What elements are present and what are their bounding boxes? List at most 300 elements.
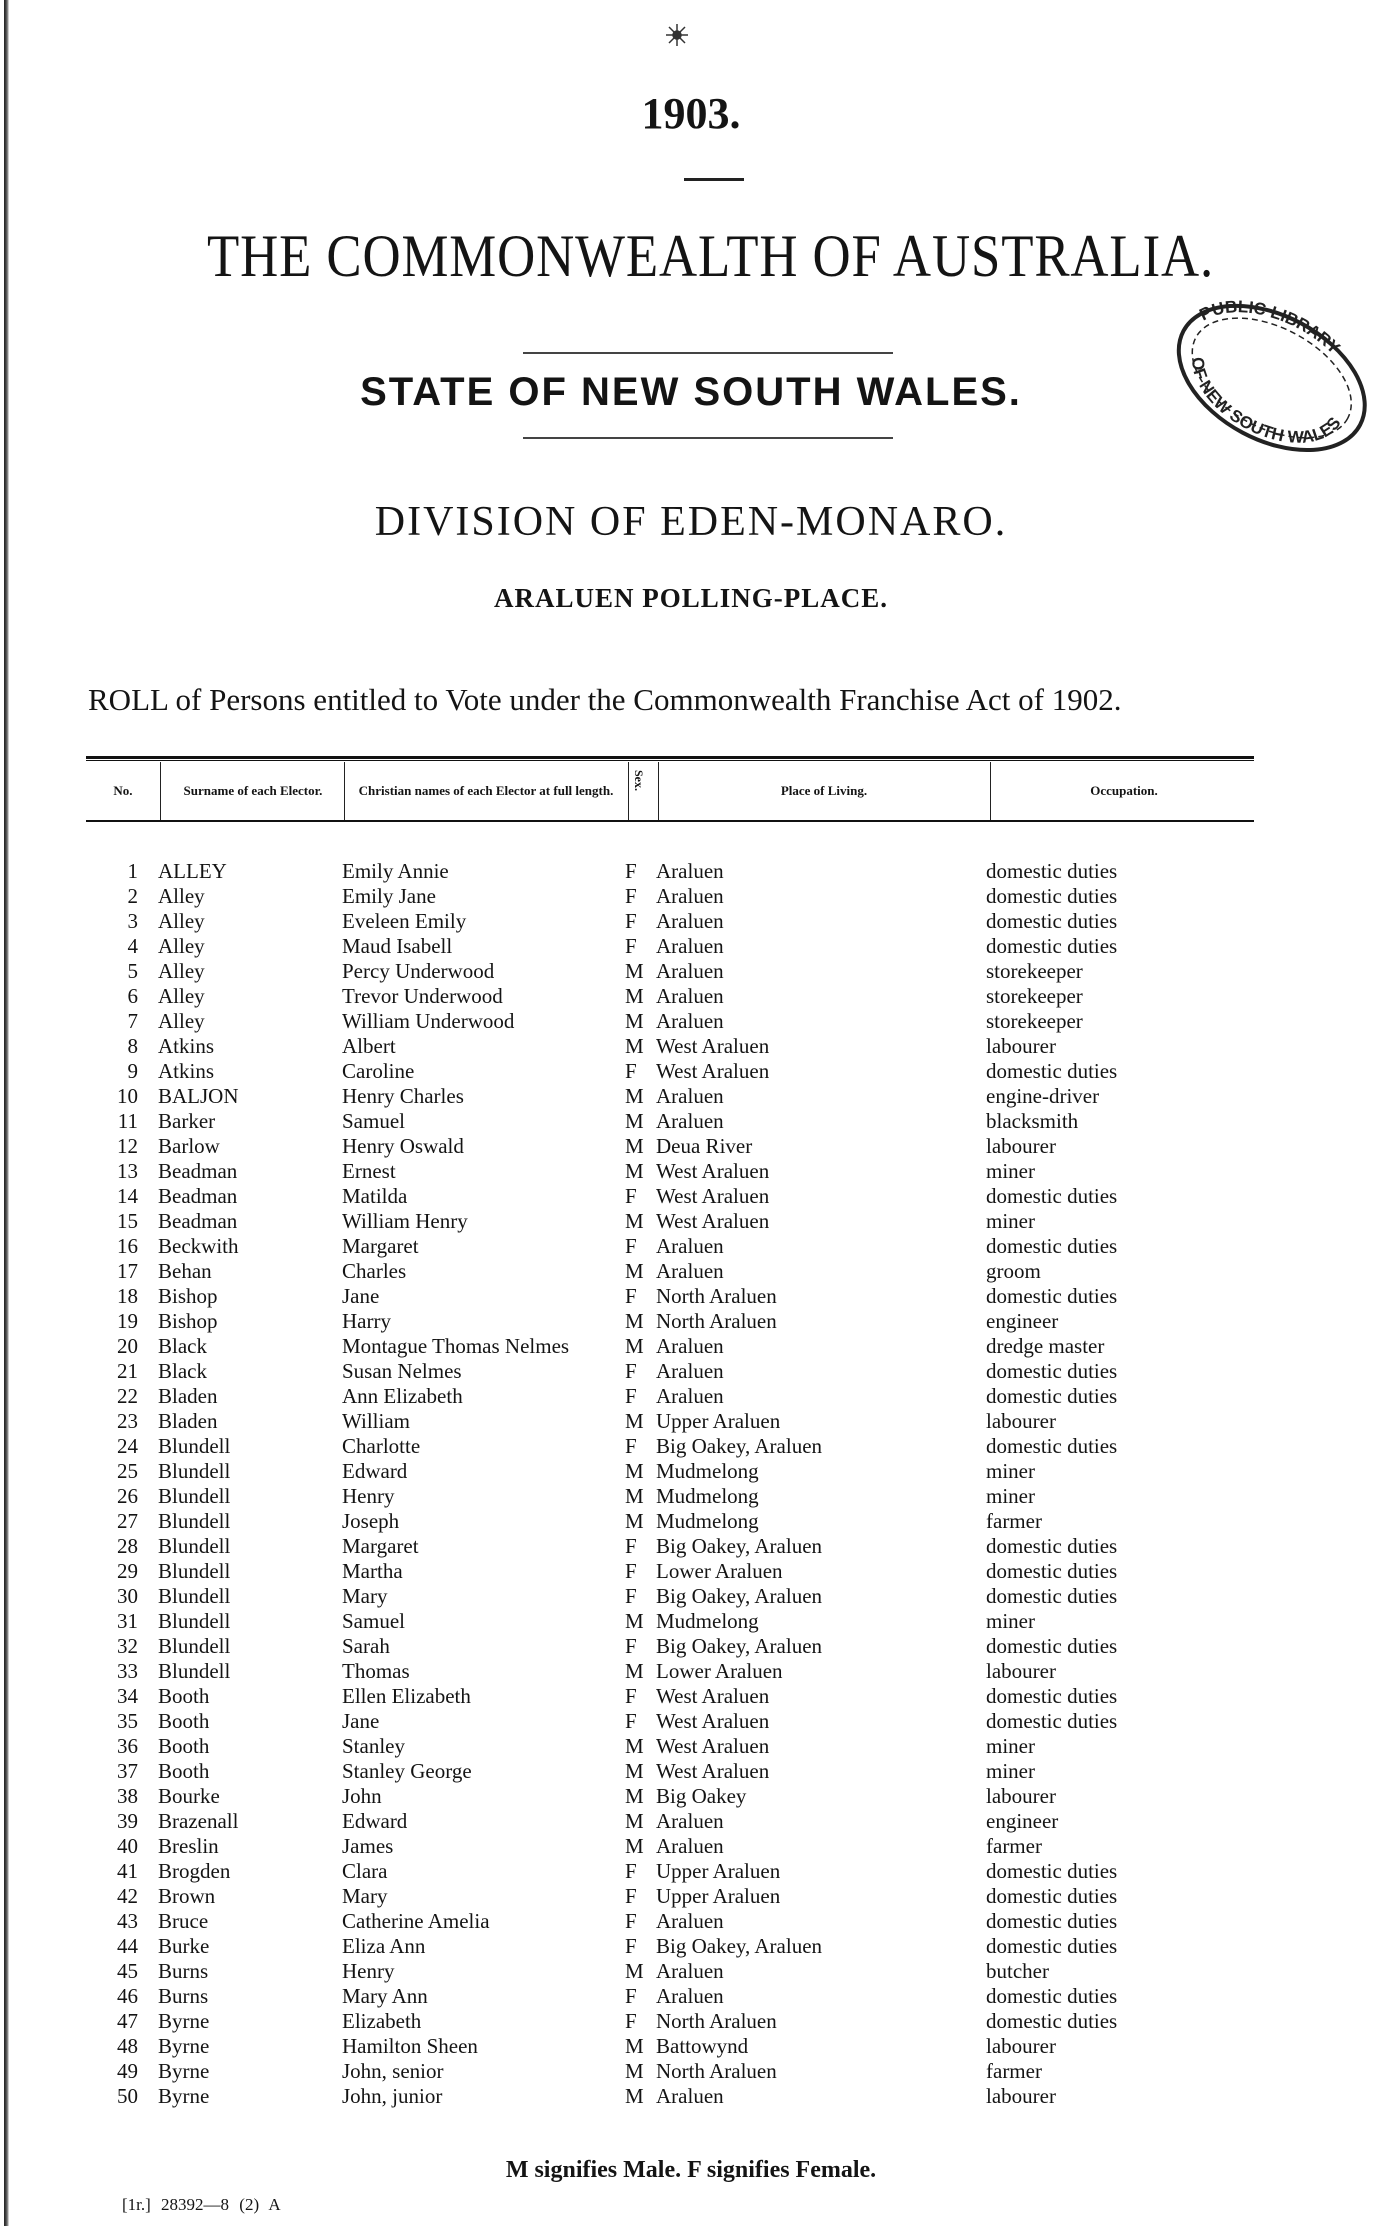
row-occupation: storekeeper	[986, 1009, 1083, 1033]
row-christian-names: Stanley	[342, 1734, 405, 1758]
row-place: Araluen	[656, 959, 724, 983]
row-surname: Byrne	[158, 2059, 210, 2083]
table-row	[0, 1209, 1382, 1234]
row-sex: F	[625, 909, 637, 933]
row-sex: F	[625, 1059, 637, 1083]
row-place: West Araluen	[656, 1184, 770, 1208]
row-place: West Araluen	[656, 1159, 770, 1183]
row-christian-names: Albert	[342, 1034, 396, 1058]
row-surname: Bishop	[158, 1284, 218, 1308]
row-place: Upper Araluen	[656, 1859, 781, 1883]
column-divider	[658, 762, 659, 820]
table-row	[0, 884, 1382, 909]
row-place: Mudmelong	[656, 1459, 759, 1483]
row-number: 35	[117, 1709, 138, 1733]
row-surname: Alley	[158, 934, 205, 958]
row-sex: M	[625, 1509, 644, 1533]
row-christian-names: Edward	[342, 1809, 408, 1833]
row-christian-names: Susan Nelmes	[342, 1359, 462, 1383]
row-surname: Blundell	[158, 1609, 231, 1633]
row-occupation: miner	[986, 1484, 1035, 1508]
table-row	[0, 1684, 1382, 1709]
table-row	[0, 1234, 1382, 1259]
row-christian-names: Stanley George	[342, 1759, 472, 1783]
row-sex: M	[625, 1834, 644, 1858]
table-row	[0, 984, 1382, 1009]
row-sex: F	[625, 1234, 637, 1258]
row-occupation: domestic duties	[986, 1884, 1118, 1908]
table-row	[0, 1634, 1382, 1659]
row-place: Araluen	[656, 1384, 724, 1408]
row-number: 50	[117, 2084, 138, 2108]
row-christian-names: Caroline	[342, 1059, 415, 1083]
row-surname: Blundell	[158, 1559, 231, 1583]
row-surname: Alley	[158, 984, 205, 1008]
row-surname: Atkins	[158, 1034, 215, 1058]
row-occupation: domestic duties	[986, 1559, 1118, 1583]
row-place: Araluen	[656, 1009, 724, 1033]
row-place: Araluen	[656, 1234, 724, 1258]
row-place: Big Oakey, Araluen	[656, 1534, 823, 1558]
row-christian-names: John	[342, 1784, 382, 1808]
row-christian-names: Margaret	[342, 1534, 419, 1558]
row-number: 33	[117, 1659, 138, 1683]
row-place: Araluen	[656, 1084, 724, 1108]
column-header-surname: Surname of each Elector.	[183, 783, 323, 798]
row-sex: F	[625, 1534, 637, 1558]
row-christian-names: William Henry	[342, 1209, 468, 1233]
row-sex: M	[625, 2084, 644, 2108]
row-sex: F	[625, 1909, 637, 1933]
row-surname: Brazenall	[158, 1809, 239, 1833]
row-sex: M	[625, 1959, 644, 1983]
row-number: 10	[117, 1084, 138, 1108]
row-occupation: domestic duties	[986, 1234, 1118, 1258]
table-row	[0, 1309, 1382, 1334]
row-occupation: blacksmith	[986, 1109, 1079, 1133]
row-number: 20	[117, 1334, 138, 1358]
row-surname: Blundell	[158, 1584, 231, 1608]
table-row	[0, 1534, 1382, 1559]
row-number: 9	[127, 1059, 138, 1083]
table-header-rule-top-inner	[86, 760, 1254, 761]
row-occupation: domestic duties	[986, 1584, 1118, 1608]
row-christian-names: James	[342, 1834, 394, 1858]
row-surname: Booth	[158, 1684, 210, 1708]
row-place: North Araluen	[656, 1309, 777, 1333]
table-row	[0, 1934, 1382, 1959]
table-row	[0, 1709, 1382, 1734]
sex-legend-note: M signifies Male. F signifies Female.	[505, 2157, 877, 2183]
row-sex: F	[625, 859, 637, 883]
row-number: 39	[117, 1809, 138, 1833]
row-christian-names: Thomas	[342, 1659, 410, 1683]
table-row	[0, 2084, 1382, 2109]
row-surname: Blundell	[158, 1634, 231, 1658]
table-row	[0, 1509, 1382, 1534]
row-sex: M	[625, 1784, 644, 1808]
row-sex: M	[625, 1084, 644, 1108]
row-christian-names: Samuel	[342, 1109, 405, 1133]
row-surname: Beadman	[158, 1209, 238, 1233]
row-occupation: domestic duties	[986, 1684, 1118, 1708]
row-christian-names: Jane	[342, 1284, 380, 1308]
row-number: 1	[127, 859, 138, 883]
row-sex: F	[625, 1884, 637, 1908]
row-christian-names: Montague Thomas Nelmes	[342, 1334, 570, 1358]
row-occupation: engineer	[986, 1809, 1059, 1833]
row-place: Araluen	[656, 1334, 724, 1358]
row-occupation: domestic duties	[986, 1384, 1118, 1408]
row-place: Araluen	[656, 1909, 724, 1933]
column-header-christian-names: Christian names of each Elector at full length.	[358, 783, 614, 798]
row-place: Araluen	[656, 884, 724, 908]
state-heading: STATE OF NEW SOUTH WALES.	[360, 370, 1022, 414]
row-number: 45	[117, 1959, 138, 1983]
row-christian-names: Margaret	[342, 1234, 419, 1258]
row-surname: Bishop	[158, 1309, 218, 1333]
table-row	[0, 1784, 1382, 1809]
row-sex: M	[625, 1734, 644, 1758]
row-sex: F	[625, 2009, 637, 2033]
row-number: 43	[117, 1909, 138, 1933]
row-surname: Beckwith	[158, 1234, 239, 1258]
row-sex: F	[625, 1709, 637, 1733]
row-surname: ALLEY	[158, 859, 227, 883]
row-occupation: miner	[986, 1759, 1035, 1783]
row-number: 24	[117, 1434, 138, 1458]
row-surname: Brogden	[158, 1859, 231, 1883]
row-place: Araluen	[656, 984, 724, 1008]
row-number: 11	[117, 1109, 138, 1133]
row-sex: M	[625, 1134, 644, 1158]
row-number: 21	[117, 1359, 138, 1383]
row-number: 48	[117, 2034, 138, 2058]
row-occupation: domestic duties	[986, 934, 1118, 958]
row-christian-names: Ellen Elizabeth	[342, 1684, 471, 1708]
row-occupation: domestic duties	[986, 1709, 1118, 1733]
table-row	[0, 1359, 1382, 1384]
row-sex: F	[625, 1359, 637, 1383]
row-surname: Atkins	[158, 1059, 215, 1083]
table-row	[0, 2059, 1382, 2084]
table-row	[0, 1584, 1382, 1609]
row-occupation: engine-driver	[986, 1084, 1100, 1108]
table-row	[0, 1984, 1382, 2009]
table-row	[0, 1084, 1382, 1109]
row-surname: Black	[158, 1334, 207, 1358]
row-surname: Beadman	[158, 1184, 238, 1208]
row-christian-names: Martha	[342, 1559, 403, 1583]
row-place: Araluen	[656, 1809, 724, 1833]
row-sex: F	[625, 884, 637, 908]
row-christian-names: Maud Isabell	[342, 934, 453, 958]
row-number: 41	[117, 1859, 138, 1883]
row-christian-names: Henry	[342, 1959, 395, 1983]
row-number: 42	[117, 1884, 138, 1908]
table-row	[0, 1459, 1382, 1484]
row-place: North Araluen	[656, 1284, 777, 1308]
row-place: Araluen	[656, 1834, 724, 1858]
table-row	[0, 1734, 1382, 1759]
table-row	[0, 1884, 1382, 1909]
row-surname: Byrne	[158, 2009, 210, 2033]
row-christian-names: Henry	[342, 1484, 395, 1508]
row-place: Battowynd	[656, 2034, 749, 2058]
row-number: 36	[117, 1734, 138, 1758]
row-surname: Alley	[158, 909, 205, 933]
row-place: North Araluen	[656, 2059, 777, 2083]
table-row	[0, 1659, 1382, 1684]
row-number: 2	[127, 884, 138, 908]
row-occupation: domestic duties	[986, 1934, 1118, 1958]
row-sex: F	[625, 1934, 637, 1958]
row-surname: Blundell	[158, 1434, 231, 1458]
row-surname: Burke	[158, 1934, 210, 1958]
row-number: 13	[117, 1159, 138, 1183]
row-surname: Black	[158, 1359, 207, 1383]
table-row	[0, 859, 1382, 884]
row-occupation: farmer	[986, 1834, 1042, 1858]
row-place: Araluen	[656, 909, 724, 933]
column-divider	[628, 762, 629, 820]
row-number: 3	[127, 909, 138, 933]
row-surname: Bruce	[158, 1909, 209, 1933]
row-surname: Booth	[158, 1709, 210, 1733]
row-number: 44	[117, 1934, 138, 1958]
row-christian-names: Hamilton Sheen	[342, 2034, 478, 2058]
row-occupation: labourer	[986, 2034, 1056, 2058]
row-place: Upper Araluen	[656, 1884, 781, 1908]
row-occupation: domestic duties	[986, 1634, 1118, 1658]
row-christian-names: Charlotte	[342, 1434, 421, 1458]
row-place: West Araluen	[656, 1209, 770, 1233]
state-rule-bottom	[523, 437, 893, 439]
state-rule-top	[523, 352, 893, 354]
row-place: Mudmelong	[656, 1509, 759, 1533]
row-sex: M	[625, 1659, 644, 1683]
row-christian-names: Emily Jane	[342, 884, 436, 908]
row-place: West Araluen	[656, 1034, 770, 1058]
division-heading: DIVISION OF EDEN-MONARO.	[374, 499, 1008, 545]
row-place: Araluen	[656, 1259, 724, 1283]
row-occupation: butcher	[986, 1959, 1049, 1983]
row-occupation: miner	[986, 1734, 1035, 1758]
table-row	[0, 1434, 1382, 1459]
row-surname: Bladen	[158, 1384, 218, 1408]
row-surname: Blundell	[158, 1659, 231, 1683]
table-row	[0, 1759, 1382, 1784]
row-occupation: labourer	[986, 1659, 1056, 1683]
table-row	[0, 1834, 1382, 1859]
table-row	[0, 1059, 1382, 1084]
row-christian-names: Trevor Underwood	[342, 984, 503, 1008]
table-row	[0, 2009, 1382, 2034]
row-place: Big Oakey, Araluen	[656, 1584, 823, 1608]
row-occupation: domestic duties	[986, 909, 1118, 933]
row-surname: Burns	[158, 1984, 209, 2008]
row-number: 23	[117, 1409, 138, 1433]
row-christian-names: John, senior	[342, 2059, 444, 2083]
row-number: 27	[117, 1509, 138, 1533]
row-sex: M	[625, 2034, 644, 2058]
row-sex: M	[625, 1459, 644, 1483]
row-occupation: labourer	[986, 1134, 1056, 1158]
row-christian-names: William Underwood	[342, 1009, 515, 1033]
row-number: 16	[117, 1234, 138, 1258]
row-sex: M	[625, 1009, 644, 1033]
row-sex: F	[625, 1284, 637, 1308]
row-number: 46	[117, 1984, 138, 2008]
row-sex: M	[625, 1259, 644, 1283]
row-sex: M	[625, 2059, 644, 2083]
row-place: Upper Araluen	[656, 1409, 781, 1433]
row-occupation: labourer	[986, 1034, 1056, 1058]
row-sex: M	[625, 1484, 644, 1508]
row-number: 14	[117, 1184, 138, 1208]
row-christian-names: William	[342, 1409, 410, 1433]
row-occupation: groom	[986, 1259, 1041, 1283]
row-sex: F	[625, 1859, 637, 1883]
row-number: 28	[117, 1534, 138, 1558]
row-occupation: domestic duties	[986, 1284, 1118, 1308]
row-place: North Araluen	[656, 2009, 777, 2033]
row-occupation: domestic duties	[986, 1059, 1118, 1083]
row-occupation: miner	[986, 1609, 1035, 1633]
year-heading: 1903.	[641, 89, 741, 138]
polling-place-heading: ARALUEN POLLING-PLACE.	[493, 583, 889, 613]
row-occupation: domestic duties	[986, 1359, 1118, 1383]
table-row	[0, 1959, 1382, 1984]
row-sex: M	[625, 959, 644, 983]
row-christian-names: Jane	[342, 1709, 380, 1733]
row-occupation: storekeeper	[986, 959, 1083, 983]
row-sex: M	[625, 1609, 644, 1633]
row-sex: F	[625, 1684, 637, 1708]
row-surname: Behan	[158, 1259, 212, 1283]
row-occupation: domestic duties	[986, 2009, 1118, 2033]
row-occupation: farmer	[986, 1509, 1042, 1533]
row-surname: Bourke	[158, 1784, 220, 1808]
row-number: 32	[117, 1634, 138, 1658]
table-row	[0, 1134, 1382, 1159]
row-number: 15	[117, 1209, 138, 1233]
row-place: West Araluen	[656, 1684, 770, 1708]
row-number: 19	[117, 1309, 138, 1333]
row-surname: Blundell	[158, 1534, 231, 1558]
row-place: West Araluen	[656, 1759, 770, 1783]
table-row	[0, 1184, 1382, 1209]
row-sex: M	[625, 1159, 644, 1183]
table-row	[0, 1859, 1382, 1884]
row-surname: Blundell	[158, 1459, 231, 1483]
row-christian-names: John, junior	[342, 2084, 443, 2108]
row-number: 31	[117, 1609, 138, 1633]
table-row	[0, 1034, 1382, 1059]
row-occupation: domestic duties	[986, 1434, 1118, 1458]
row-place: West Araluen	[656, 1709, 770, 1733]
row-sex: F	[625, 1384, 637, 1408]
row-surname: Byrne	[158, 2084, 210, 2108]
row-place: Big Oakey, Araluen	[656, 1434, 823, 1458]
row-christian-names: Mary Ann	[342, 1984, 428, 2008]
row-number: 22	[117, 1384, 138, 1408]
row-occupation: domestic duties	[986, 884, 1118, 908]
table-row	[0, 1409, 1382, 1434]
year-underline	[684, 178, 744, 181]
row-sex: M	[625, 1109, 644, 1133]
table-row	[0, 1284, 1382, 1309]
row-occupation: miner	[986, 1209, 1035, 1233]
document-title: THE COMMONWEALTH OF AUSTRALIA.	[207, 223, 1215, 289]
row-place: Araluen	[656, 859, 724, 883]
row-christian-names: Samuel	[342, 1609, 405, 1633]
row-number: 25	[117, 1459, 138, 1483]
table-row	[0, 909, 1382, 934]
table-header-rule-top	[86, 756, 1254, 759]
column-divider	[160, 762, 161, 820]
svg-text:OF NEW SOUTH WALES: OF NEW SOUTH WALES	[1187, 356, 1345, 447]
row-christian-names: Eveleen Emily	[342, 909, 467, 933]
table-row	[0, 2034, 1382, 2059]
row-christian-names: Mary	[342, 1584, 388, 1608]
table-row	[0, 1334, 1382, 1359]
row-surname: Blundell	[158, 1484, 231, 1508]
row-surname: Beadman	[158, 1159, 238, 1183]
printer-ornament-icon	[662, 20, 692, 50]
row-number: 47	[117, 2009, 138, 2033]
row-christian-names: Clara	[342, 1859, 388, 1883]
row-christian-names: Eliza Ann	[342, 1934, 426, 1958]
row-place: Araluen	[656, 1359, 724, 1383]
row-christian-names: Mary	[342, 1884, 388, 1908]
row-sex: M	[625, 1309, 644, 1333]
row-occupation: dredge master	[986, 1334, 1105, 1358]
row-number: 49	[117, 2059, 138, 2083]
row-surname: Breslin	[158, 1834, 219, 1858]
row-occupation: domestic duties	[986, 859, 1118, 883]
row-surname: Barker	[158, 1109, 216, 1133]
row-christian-names: Ernest	[342, 1159, 396, 1183]
row-christian-names: Matilda	[342, 1184, 408, 1208]
row-christian-names: Charles	[342, 1259, 407, 1283]
row-christian-names: Elizabeth	[342, 2009, 422, 2033]
row-number: 7	[127, 1009, 138, 1033]
row-occupation: engineer	[986, 1309, 1059, 1333]
row-surname: Brown	[158, 1884, 216, 1908]
row-surname: Bladen	[158, 1409, 218, 1433]
row-place: Big Oakey, Araluen	[656, 1934, 823, 1958]
row-number: 8	[127, 1034, 138, 1058]
row-number: 37	[117, 1759, 138, 1783]
row-surname: BALJON	[158, 1084, 239, 1108]
table-header-rule-bottom	[86, 820, 1254, 822]
table-row	[0, 934, 1382, 959]
row-surname: Burns	[158, 1959, 209, 1983]
row-christian-names: Henry Charles	[342, 1084, 464, 1108]
table-row	[0, 1609, 1382, 1634]
column-header-place: Place of Living.	[780, 783, 868, 798]
row-christian-names: Edward	[342, 1459, 408, 1483]
row-occupation: domestic duties	[986, 1909, 1118, 1933]
row-christian-names: Emily Annie	[342, 859, 449, 883]
row-surname: Alley	[158, 1009, 205, 1033]
row-surname: Byrne	[158, 2034, 210, 2058]
table-row	[0, 1009, 1382, 1034]
row-christian-names: Ann Elizabeth	[342, 1384, 463, 1408]
column-header-occupation: Occupation.	[1090, 783, 1158, 798]
row-number: 26	[117, 1484, 138, 1508]
